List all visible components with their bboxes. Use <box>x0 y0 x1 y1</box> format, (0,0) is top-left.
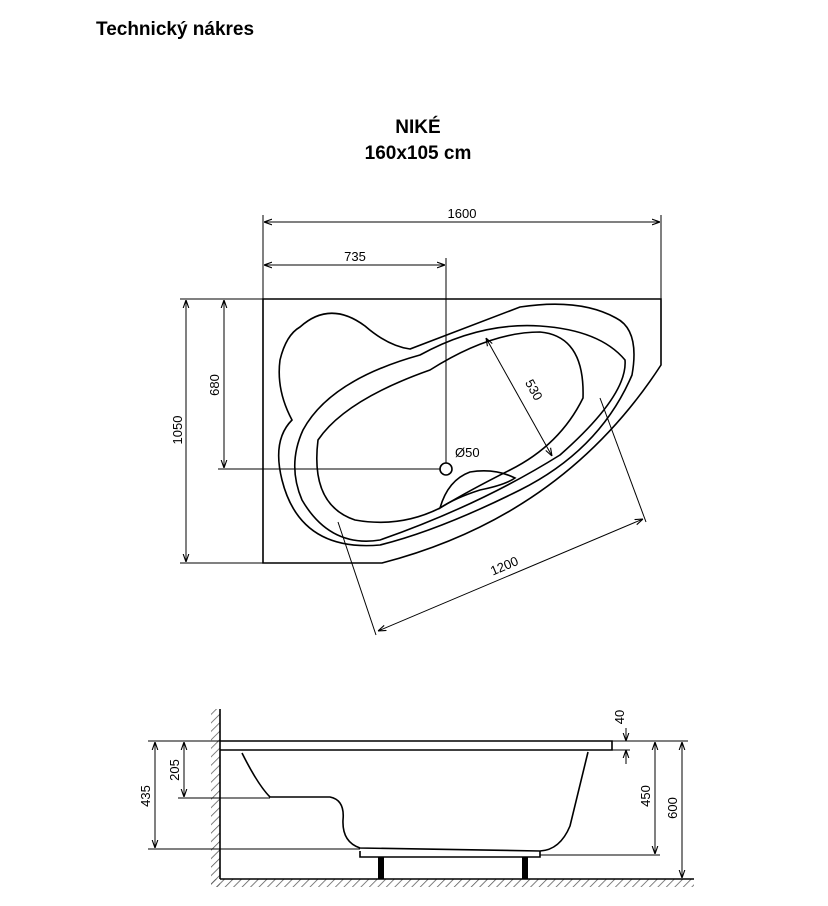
bathtub-rim <box>220 741 612 750</box>
side-view <box>211 709 694 887</box>
product-name: NIKÉ <box>395 117 441 138</box>
seat-outline <box>440 471 515 508</box>
bathtub-base <box>360 851 540 857</box>
product-size: 160x105 cm <box>364 143 472 164</box>
dim-drain-diameter: Ø50 <box>455 445 480 460</box>
dim-overall-depth: 1050 <box>170 415 185 445</box>
top-view-dimensions <box>180 215 661 635</box>
dim-inner-depth: 435 <box>138 785 153 807</box>
dim-rim-height: 450 <box>638 785 653 807</box>
dim-seat-height: 205 <box>167 759 182 781</box>
foot-left <box>378 857 384 879</box>
bathing-area-outer <box>295 326 625 542</box>
dim-inner-basin: 530 <box>522 376 546 403</box>
foot-right <box>522 857 528 879</box>
drain-hole <box>440 463 452 475</box>
dim-drain-offset: 735 <box>344 249 366 264</box>
top-view <box>263 299 661 563</box>
floor-hatch <box>211 879 694 887</box>
bathtub-profile <box>242 752 588 851</box>
dim-overall-width: 1600 <box>447 206 477 221</box>
dim-drain-depth: 680 <box>207 374 222 396</box>
dim-diagonal: 1200 <box>487 553 521 579</box>
bathtub-outline <box>263 299 661 563</box>
dim-rim-thickness: 40 <box>612 709 627 725</box>
page-heading: Technický nákres <box>96 19 255 40</box>
bathing-area-inner <box>317 332 583 522</box>
dim-total-height: 600 <box>665 797 680 819</box>
